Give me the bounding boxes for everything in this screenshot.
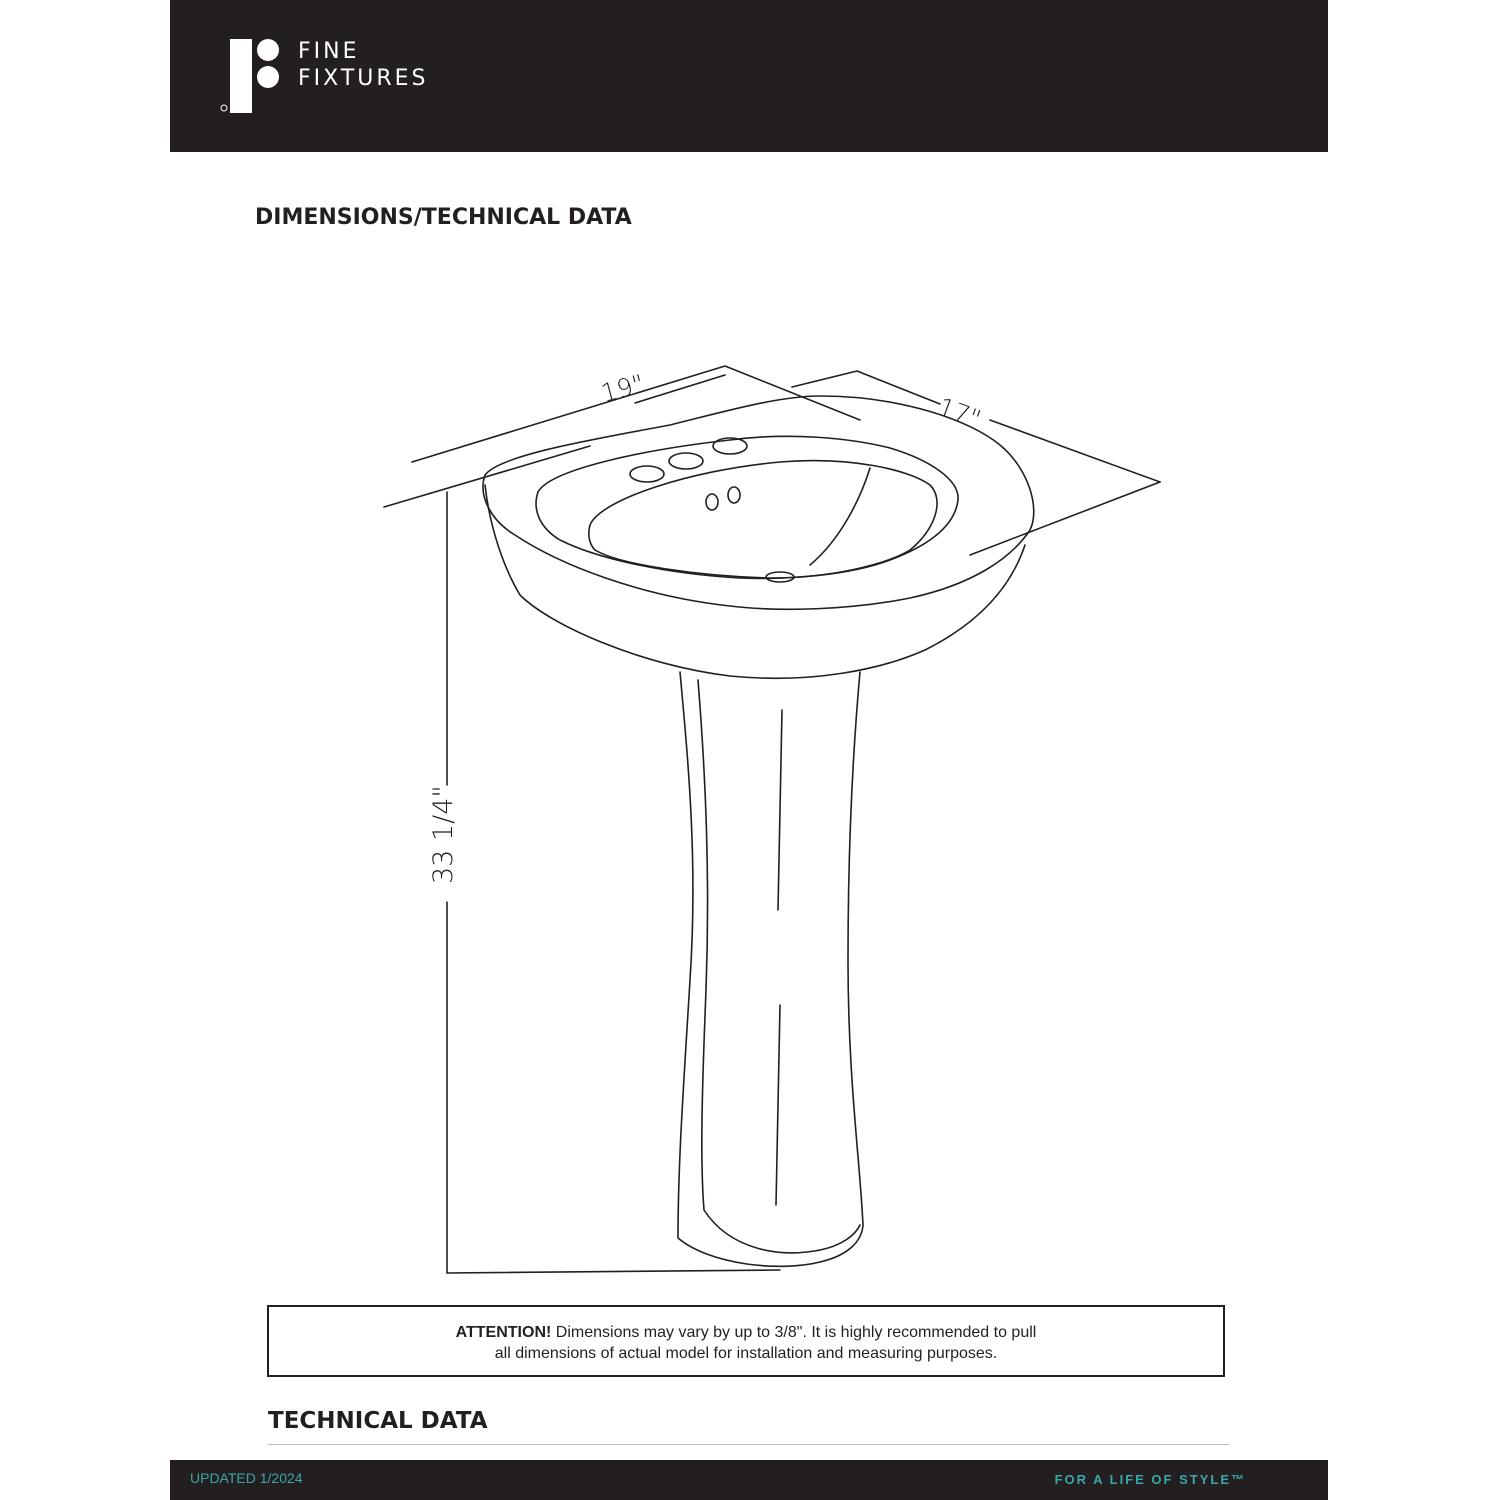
- footer-bar: [170, 1460, 1328, 1500]
- updated-date: UPDATED 1/2024: [190, 1470, 303, 1486]
- attention-text-1: Dimensions may vary by up to 3/8". It is highly recommended to pull: [551, 1324, 1037, 1341]
- width-dimension-label: 19": [598, 368, 648, 409]
- brand-line-1: FINE: [298, 39, 360, 64]
- sink-dimension-drawing: [170, 0, 1328, 1300]
- height-dimension-label: 33 1/4": [428, 785, 459, 884]
- dimensions-heading: DIMENSIONS/TECHNICAL DATA: [255, 205, 632, 230]
- depth-dimension-label: 17": [934, 392, 985, 435]
- brand-tagline: FOR A LIFE OF STYLE™: [1054, 1472, 1246, 1487]
- technical-data-heading: TECHNICAL DATA: [268, 1408, 488, 1434]
- spec-sheet-page: [170, 0, 1328, 1500]
- attention-notice: [267, 1305, 1225, 1377]
- attention-lead: ATTENTION!: [455, 1324, 552, 1341]
- attention-line-1: [269, 1322, 1223, 1343]
- pedestal-sink-illustration: [170, 0, 1328, 1300]
- attention-line-2: all dimensions of actual model for installation and measuring purposes.: [494, 1345, 998, 1362]
- section-divider: [268, 1444, 1229, 1445]
- brand-line-2: FIXTURES: [298, 66, 429, 91]
